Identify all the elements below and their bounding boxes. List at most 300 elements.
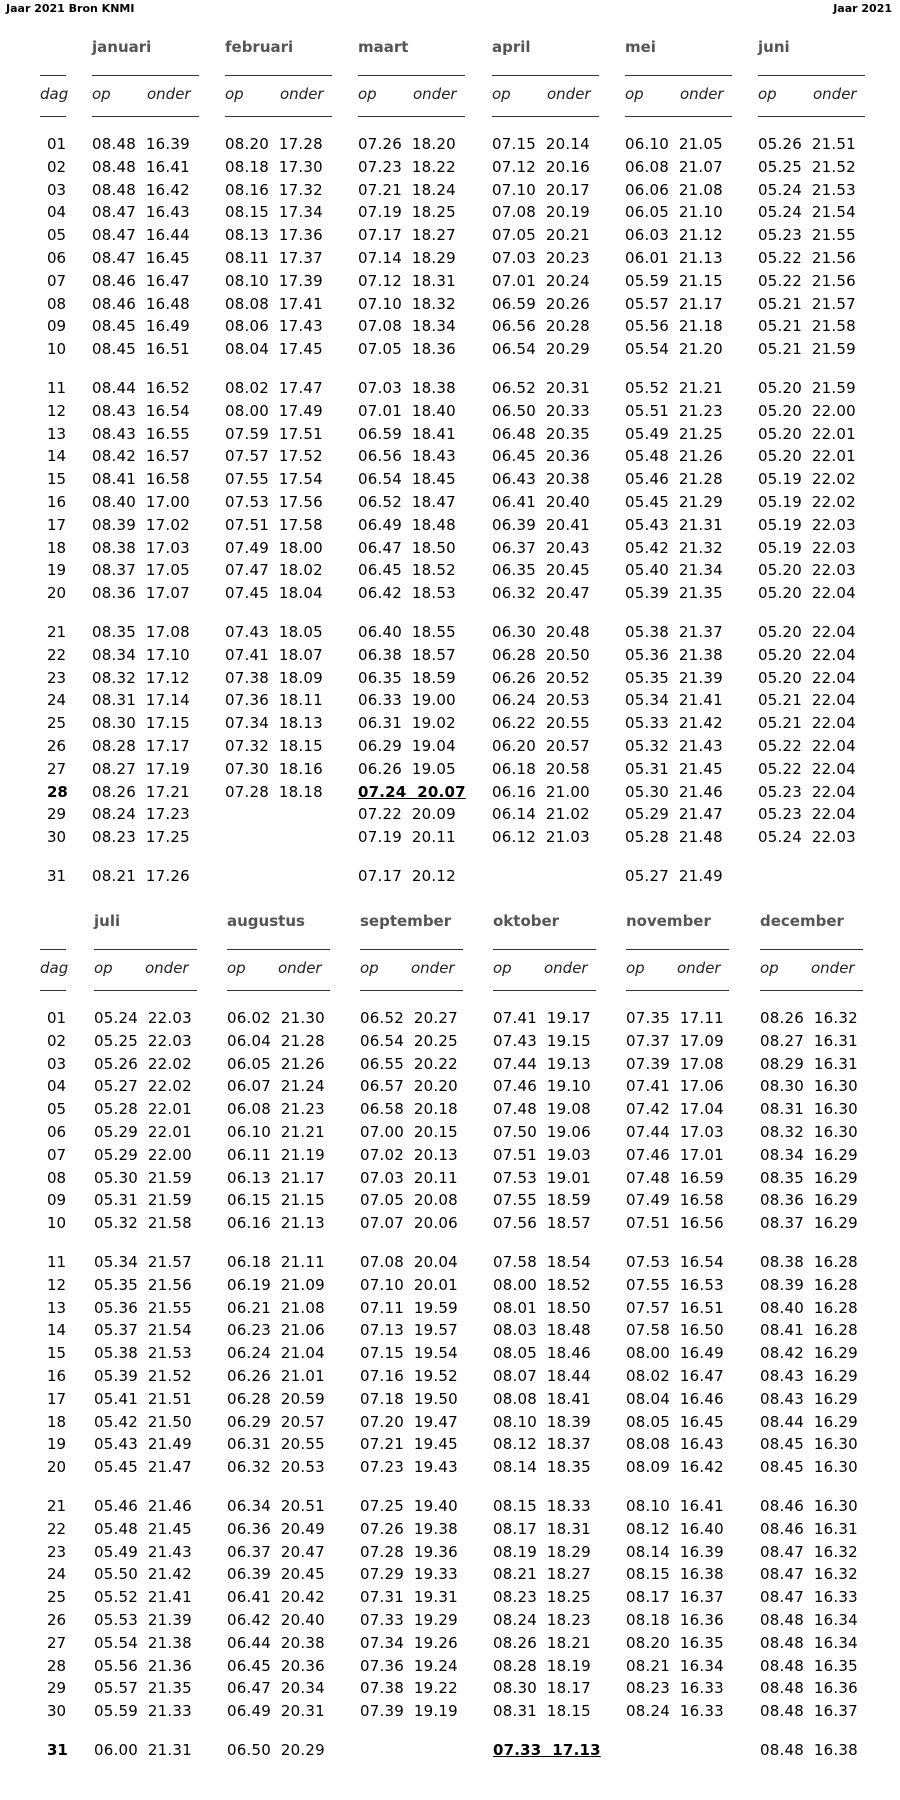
day-number: 17 [47,515,67,534]
time-row: 05.26 22.02 [94,1054,192,1073]
time-row: 07.44 19.13 [493,1054,591,1073]
day-number: 06 [47,249,67,267]
time-row: 08.08 18.41 [493,1389,591,1408]
time-row: 08.15 17.34 [225,203,323,222]
time-row: 05.25 21.52 [758,157,856,176]
time-row: 06.40 18.55 [358,623,456,641]
day-number: 02 [47,1031,67,1050]
time-row: 07.03 20.23 [492,249,590,267]
time-row: 08.18 17.30 [225,157,323,176]
time-row: 08.39 16.28 [760,1275,858,1294]
time-row: 08.37 17.05 [92,561,190,580]
time-row: 07.58 16.50 [626,1321,724,1340]
time-row: 07.34 18.13 [225,714,323,733]
time-row: 07.23 18.22 [358,157,456,176]
time-row: 05.24 22.03 [94,1009,192,1027]
page-header-left: Jaar 2021 Bron KNMI [6,2,135,15]
time-row: 08.39 17.02 [92,515,190,534]
time-row: 08.38 16.28 [760,1253,858,1271]
time-row: 06.28 20.59 [227,1389,325,1408]
time-row: 06.45 20.36 [227,1656,325,1675]
time-row: 07.15 19.54 [360,1344,458,1363]
month-name-augustus: augustus [227,912,305,930]
time-row: 08.10 18.39 [493,1412,591,1431]
time-row: 08.45 16.30 [760,1458,858,1477]
time-row: 06.18 21.11 [227,1253,325,1271]
time-row: 07.36 19.24 [360,1656,458,1675]
time-row: 05.37 21.54 [94,1321,192,1340]
time-row: 08.41 16.28 [760,1321,858,1340]
sunrise-header: op [493,959,512,977]
time-row: 08.48 16.41 [92,157,190,176]
month-name-december: december [760,912,844,930]
time-row: 05.42 21.50 [94,1412,192,1431]
time-row: 05.23 22.04 [758,805,856,824]
time-row: 06.29 19.04 [358,737,456,755]
time-row: 06.26 21.01 [227,1367,325,1385]
month-rule-bottom [625,116,732,117]
time-row: 07.01 20.24 [492,271,590,290]
time-row: 07.45 18.04 [225,584,323,603]
month-rule-bottom [92,116,199,117]
time-row: 06.18 20.58 [492,759,590,778]
month-rule-top [760,949,863,950]
time-row: 06.16 21.13 [227,1214,325,1233]
time-row: 07.17 18.27 [358,226,456,245]
time-row: 07.55 17.54 [225,470,323,489]
time-row: 05.40 21.34 [625,561,723,580]
time-row: 07.39 19.19 [360,1702,458,1721]
time-row: 05.46 21.46 [94,1497,192,1515]
time-row: 08.44 16.52 [92,379,190,397]
time-row: 07.08 20.19 [492,203,590,222]
sunrise-header: op [626,959,645,977]
time-row: 05.27 22.02 [94,1077,192,1096]
time-row: 06.21 21.08 [227,1298,325,1317]
time-row: 07.14 18.29 [358,249,456,267]
time-row: 06.06 21.08 [625,180,723,199]
time-row: 07.57 17.52 [225,447,323,466]
time-row: 06.45 18.52 [358,561,456,580]
time-row: 05.26 21.51 [758,135,856,153]
time-row: 05.20 22.04 [758,623,856,641]
time-row: 05.21 21.57 [758,294,856,313]
time-row: 08.48 16.34 [760,1633,858,1652]
time-row: 06.08 21.07 [625,157,723,176]
time-row: 07.48 19.08 [493,1100,591,1119]
time-row: 05.20 22.00 [758,401,856,420]
time-row: 06.47 18.50 [358,538,456,557]
time-row: 08.47 16.43 [92,203,190,222]
time-row: 05.23 21.55 [758,226,856,245]
time-row: 08.44 16.29 [760,1412,858,1431]
day-number: 30 [47,1702,67,1721]
sunset-header: onder [811,959,855,977]
time-row: 06.05 21.26 [227,1054,325,1073]
time-row: 07.33 17.13 [493,1741,601,1759]
time-row: 08.45 16.30 [760,1435,858,1454]
month-rule-bottom [493,990,596,991]
time-row: 06.13 21.17 [227,1168,325,1187]
time-row: 07.16 19.52 [360,1367,458,1385]
day-number: 10 [47,340,67,359]
time-row: 07.53 17.56 [225,493,323,511]
time-row: 06.45 20.36 [492,447,590,466]
day-number: 29 [47,805,67,824]
sunrise-header: op [760,959,779,977]
time-row: 06.00 21.31 [94,1741,192,1759]
time-row: 08.38 17.03 [92,538,190,557]
sunrise-header: op [94,959,113,977]
time-row: 08.11 17.37 [225,249,323,267]
day-number: 21 [47,1497,67,1515]
time-row: 08.45 16.51 [92,340,190,359]
time-row: 05.51 21.23 [625,401,723,420]
day-number: 31 [47,1741,68,1759]
time-row: 06.54 20.29 [492,340,590,359]
sunrise-header: op [227,959,246,977]
time-row: 07.29 19.33 [360,1565,458,1584]
time-row: 05.20 22.01 [758,424,856,443]
time-row: 05.52 21.41 [94,1588,192,1607]
time-row: 06.38 18.57 [358,645,456,664]
time-row: 05.59 21.33 [94,1702,192,1721]
time-row: 08.41 16.58 [92,470,190,489]
day-number: 23 [47,1542,67,1561]
time-row: 07.39 17.08 [626,1054,724,1073]
month-name-maart: maart [358,38,409,56]
time-row: 07.59 17.51 [225,424,323,443]
time-row: 05.21 21.58 [758,317,856,336]
time-row: 05.29 22.00 [94,1145,192,1164]
time-row: 06.44 20.38 [227,1633,325,1652]
time-row: 07.20 19.47 [360,1412,458,1431]
time-row: 07.51 17.58 [225,515,323,534]
month-rule-bottom [358,116,465,117]
day-number: 25 [47,714,67,733]
day-number: 02 [47,157,67,176]
day-number: 27 [47,759,67,778]
time-row: 05.39 21.52 [94,1367,192,1385]
time-row: 08.42 16.29 [760,1344,858,1363]
time-row: 06.10 21.21 [227,1123,325,1141]
time-row: 08.40 17.00 [92,493,190,511]
day-number: 21 [47,623,67,641]
time-row: 08.06 17.43 [225,317,323,336]
time-row: 08.31 18.15 [493,1702,591,1721]
time-row: 05.48 21.45 [94,1519,192,1538]
day-number: 16 [47,1367,67,1385]
time-row: 06.02 21.30 [227,1009,325,1027]
time-row: 08.14 18.35 [493,1458,591,1477]
time-row: 07.21 19.45 [360,1435,458,1454]
time-row: 08.20 17.28 [225,135,323,153]
time-row: 07.41 19.17 [493,1009,591,1027]
day-number: 13 [47,1298,67,1317]
time-row: 07.17 20.12 [358,867,456,885]
time-row: 05.21 22.04 [758,691,856,710]
month-rule-bottom [360,990,463,991]
month-rule-bottom [94,990,197,991]
time-row: 08.08 17.41 [225,294,323,313]
month-rule-bottom [227,990,330,991]
time-row: 08.37 16.29 [760,1214,858,1233]
sunrise-header: op [92,85,111,103]
time-row: 06.26 20.52 [492,668,590,687]
time-row: 08.45 16.49 [92,317,190,336]
time-row: 06.14 21.02 [492,805,590,824]
time-row: 08.47 16.33 [760,1588,858,1607]
time-row: 08.07 18.44 [493,1367,591,1385]
time-row: 07.31 19.31 [360,1588,458,1607]
time-row: 07.32 18.15 [225,737,323,755]
time-row: 05.39 21.35 [625,584,723,603]
time-row: 08.28 17.17 [92,737,190,755]
time-row: 07.08 18.34 [358,317,456,336]
time-row: 07.49 16.58 [626,1191,724,1210]
time-row: 08.36 17.07 [92,584,190,603]
time-row: 08.26 17.21 [92,782,190,801]
time-row: 06.39 20.41 [492,515,590,534]
time-row: 08.31 16.30 [760,1100,858,1119]
month-rule-bottom [760,990,863,991]
time-row: 08.00 16.49 [626,1344,724,1363]
time-row: 05.24 21.53 [758,180,856,199]
time-row: 08.12 18.37 [493,1435,591,1454]
time-row: 06.52 18.47 [358,493,456,511]
time-row: 08.05 16.45 [626,1412,724,1431]
time-row: 07.48 16.59 [626,1168,724,1187]
time-row: 08.26 18.21 [493,1633,591,1652]
time-row: 06.30 20.48 [492,623,590,641]
time-row: 06.16 21.00 [492,782,590,801]
time-row: 05.22 22.04 [758,737,856,755]
time-row: 07.53 16.54 [626,1253,724,1271]
time-row: 06.59 18.41 [358,424,456,443]
time-row: 07.49 18.00 [225,538,323,557]
time-row: 08.47 16.32 [760,1565,858,1584]
time-row: 05.28 22.01 [94,1100,192,1119]
day-number: 22 [47,645,67,664]
month-rule-top [227,949,330,950]
time-row: 08.32 17.12 [92,668,190,687]
time-row: 05.52 21.21 [625,379,723,397]
day-number: 25 [47,1588,67,1607]
time-row: 05.28 21.48 [625,828,723,847]
day-number: 28 [47,782,68,801]
time-row: 08.42 16.57 [92,447,190,466]
time-row: 05.19 22.02 [758,493,856,511]
time-row: 08.10 17.39 [225,271,323,290]
month-name-april: april [492,38,531,56]
time-row: 08.01 18.50 [493,1298,591,1317]
time-row: 08.46 16.47 [92,271,190,290]
time-row: 05.23 22.04 [758,782,856,801]
time-row: 07.08 20.04 [360,1253,458,1271]
time-row: 08.00 17.49 [225,401,323,420]
month-name-mei: mei [625,38,656,56]
day-number: 14 [47,447,67,466]
time-row: 05.36 21.55 [94,1298,192,1317]
day-number: 15 [47,470,67,489]
time-row: 07.38 19.22 [360,1679,458,1698]
time-row: 08.43 16.29 [760,1367,858,1385]
time-row: 07.19 20.11 [358,828,456,847]
time-row: 07.30 18.16 [225,759,323,778]
time-row: 07.50 19.06 [493,1123,591,1141]
time-row: 07.38 18.09 [225,668,323,687]
time-row: 06.20 20.57 [492,737,590,755]
time-row: 08.48 16.37 [760,1702,858,1721]
dag-rule-bottom [40,990,66,991]
time-row: 08.16 17.32 [225,180,323,199]
day-number: 05 [47,226,67,245]
time-row: 08.43 16.29 [760,1389,858,1408]
time-row: 05.43 21.49 [94,1435,192,1454]
dag-rule-bottom [40,116,66,117]
time-row: 06.31 20.55 [227,1435,325,1454]
time-row: 08.03 18.48 [493,1321,591,1340]
time-row: 08.02 17.47 [225,379,323,397]
time-row: 08.09 16.42 [626,1458,724,1477]
time-row: 05.35 21.56 [94,1275,192,1294]
day-number: 31 [47,867,67,885]
time-row: 05.48 21.26 [625,447,723,466]
time-row: 06.41 20.40 [492,493,590,511]
time-row: 08.23 18.25 [493,1588,591,1607]
time-row: 08.36 16.29 [760,1191,858,1210]
time-row: 05.49 21.25 [625,424,723,443]
time-row: 05.57 21.17 [625,294,723,313]
day-number: 23 [47,668,67,687]
sunrise-header: op [225,85,244,103]
time-row: 06.54 18.45 [358,470,456,489]
sunset-header: onder [680,85,724,103]
day-number: 19 [47,561,67,580]
time-row: 05.30 21.46 [625,782,723,801]
day-number: 07 [47,271,67,290]
day-number: 24 [47,691,67,710]
day-number: 30 [47,828,67,847]
time-row: 07.18 19.50 [360,1389,458,1408]
month-name-november: november [626,912,711,930]
month-name-september: september [360,912,452,930]
time-row: 06.42 18.53 [358,584,456,603]
time-row: 06.15 21.15 [227,1191,325,1210]
time-row: 08.48 16.42 [92,180,190,199]
time-row: 05.20 22.04 [758,584,856,603]
time-row: 06.32 20.47 [492,584,590,603]
time-row: 06.10 21.05 [625,135,723,153]
day-number: 09 [47,1191,67,1210]
time-row: 05.54 21.20 [625,340,723,359]
time-row: 06.33 19.00 [358,691,456,710]
day-number: 05 [47,1100,67,1119]
time-row: 07.47 18.02 [225,561,323,580]
time-row: 06.50 20.33 [492,401,590,420]
month-rule-top [360,949,463,950]
time-row: 08.24 16.33 [626,1702,724,1721]
time-row: 05.19 22.02 [758,470,856,489]
time-row: 05.20 22.04 [758,668,856,687]
dag-header: dag [40,85,69,103]
time-row: 06.50 20.29 [227,1741,325,1759]
time-row: 08.31 17.14 [92,691,190,710]
time-row: 05.31 21.45 [625,759,723,778]
time-row: 08.21 17.26 [92,867,190,885]
time-row: 07.41 18.07 [225,645,323,664]
time-row: 08.43 16.55 [92,424,190,443]
dag-rule-top [40,75,66,76]
day-number: 08 [47,1168,67,1187]
time-row: 06.47 20.34 [227,1679,325,1698]
time-row: 05.32 21.43 [625,737,723,755]
month-rule-bottom [626,990,729,991]
time-row: 05.20 22.01 [758,447,856,466]
time-row: 05.54 21.38 [94,1633,192,1652]
time-row: 05.22 22.04 [758,759,856,778]
day-number: 18 [47,1412,67,1431]
month-name-februari: februari [225,38,294,56]
time-row: 05.56 21.18 [625,317,723,336]
time-row: 08.13 17.36 [225,226,323,245]
time-row: 05.43 21.31 [625,515,723,534]
time-row: 06.39 20.45 [227,1565,325,1584]
time-row: 05.33 21.42 [625,714,723,733]
time-row: 07.57 16.51 [626,1298,724,1317]
sunset-header: onder [544,959,588,977]
time-row: 05.31 21.59 [94,1191,192,1210]
time-row: 06.56 18.43 [358,447,456,466]
time-row: 06.49 18.48 [358,515,456,534]
time-row: 06.35 18.59 [358,668,456,687]
time-row: 07.12 18.31 [358,271,456,290]
time-row: 08.23 16.33 [626,1679,724,1698]
time-row: 08.04 17.45 [225,340,323,359]
time-row: 08.48 16.34 [760,1611,858,1629]
day-number: 12 [47,401,67,420]
time-row: 08.08 16.43 [626,1435,724,1454]
time-row: 08.32 16.30 [760,1123,858,1141]
day-number: 29 [47,1679,67,1698]
page-header-right: Jaar 2021 [833,2,892,15]
sunrise-header: op [492,85,511,103]
time-row: 06.57 20.20 [360,1077,458,1096]
sunrise-header: op [358,85,377,103]
time-row: 08.15 16.38 [626,1565,724,1584]
time-row: 07.53 19.01 [493,1168,591,1187]
time-row: 05.24 22.03 [758,828,856,847]
time-row: 08.35 17.08 [92,623,190,641]
time-row: 06.23 21.06 [227,1321,325,1340]
time-row: 07.15 20.14 [492,135,590,153]
time-row: 08.40 16.28 [760,1298,858,1317]
day-number: 16 [47,493,67,511]
time-row: 07.56 18.57 [493,1214,591,1233]
time-row: 08.19 18.29 [493,1542,591,1561]
time-row: 08.47 16.44 [92,226,190,245]
day-number: 06 [47,1123,67,1141]
day-number: 08 [47,294,67,313]
time-row: 06.52 20.31 [492,379,590,397]
time-row: 08.28 18.19 [493,1656,591,1675]
time-row: 05.27 21.49 [625,867,723,885]
day-number: 13 [47,424,67,443]
time-row: 05.24 21.54 [758,203,856,222]
time-row: 05.42 21.32 [625,538,723,557]
sunset-header: onder [813,85,857,103]
time-row: 07.58 18.54 [493,1253,591,1271]
